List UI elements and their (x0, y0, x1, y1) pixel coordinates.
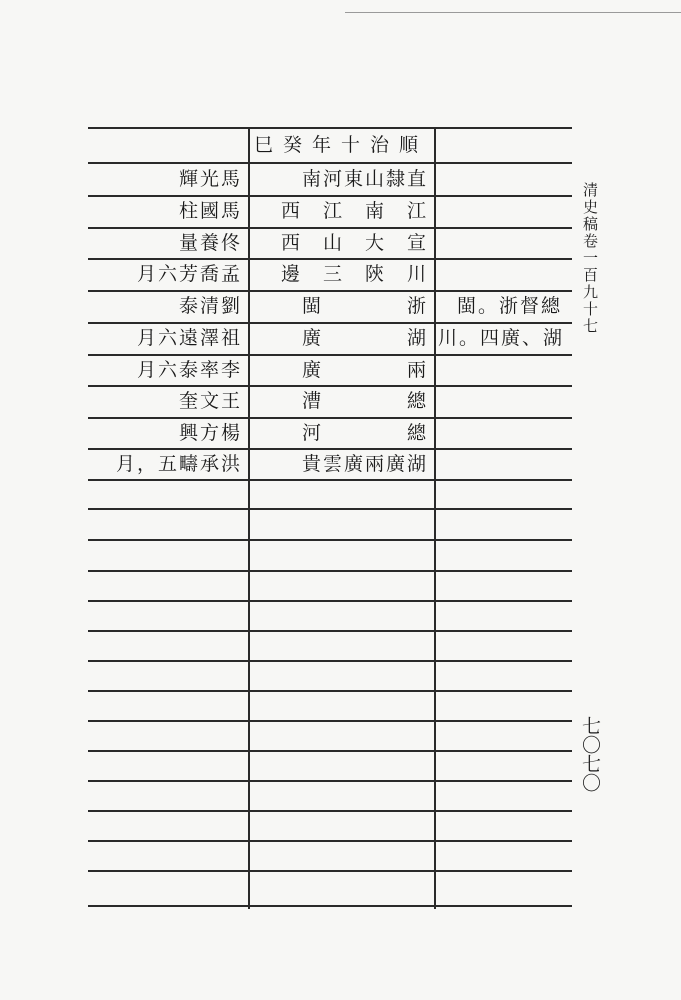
column-divider (434, 127, 436, 909)
person-cell: 奎文王 (178, 390, 242, 412)
office-cell: 西 山 大 宣 (280, 232, 428, 254)
side-title: 清史稿卷一百九十七 (581, 182, 599, 335)
official-table (88, 127, 572, 909)
row-rule (88, 905, 572, 907)
office-cell: 漕 總 (301, 390, 428, 412)
page-number: 七〇七〇 (579, 716, 601, 792)
row-rule (88, 810, 572, 812)
office-cell: 河 總 (301, 422, 428, 444)
extra-cell: 閩。浙督總 (456, 295, 562, 317)
row-rule (88, 479, 572, 481)
row-rule (88, 539, 572, 541)
person-cell: 月六泰率李 (136, 359, 242, 381)
person-cell: 月六遠澤祖 (136, 327, 242, 349)
table-header: 巳癸年十治順 (253, 134, 428, 156)
extra-cell: 川。四廣、湖 (438, 327, 565, 349)
row-rule (88, 690, 572, 692)
office-cell: 貴雲廣兩廣湖 (301, 453, 428, 475)
row-rule (88, 508, 572, 510)
row-rule (88, 840, 572, 842)
office-cell: 南河東山隸直 (301, 168, 428, 190)
row-rule (88, 660, 572, 662)
person-cell: 興方楊 (178, 422, 242, 444)
row-rule (88, 780, 572, 782)
row-rule (436, 162, 572, 164)
row-rule (88, 127, 572, 129)
row-rule (88, 750, 572, 752)
person-cell: 泰清劉 (178, 295, 242, 317)
office-cell: 西 江 南 江 (280, 200, 428, 222)
office-cell: 閩 浙 (301, 295, 428, 317)
person-cell: 輝光馬 (178, 168, 242, 190)
row-rule (88, 570, 572, 572)
office-cell: 廣 湖 (301, 327, 428, 349)
person-cell: 月，五疇承洪 (115, 453, 242, 475)
person-cell: 柱國馬 (178, 200, 242, 222)
row-rule (88, 630, 572, 632)
row-rule (88, 870, 572, 872)
top-rule (345, 12, 681, 13)
office-cell: 廣 兩 (301, 359, 428, 381)
column-divider (248, 127, 250, 909)
person-cell: 月六芳喬孟 (136, 263, 242, 285)
row-rule (88, 600, 572, 602)
row-rule (88, 720, 572, 722)
person-cell: 量養佟 (178, 232, 242, 254)
office-cell: 邊 三 陝 川 (280, 263, 428, 285)
